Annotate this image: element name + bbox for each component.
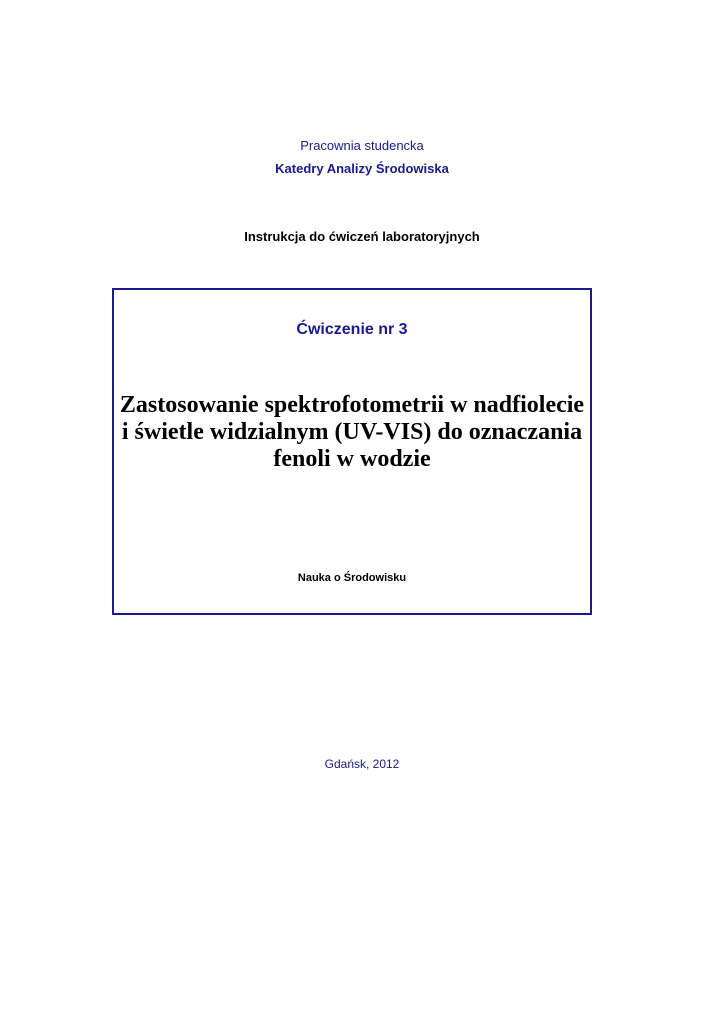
lab-name: Pracownia studencka [300, 138, 424, 153]
exercise-box [112, 288, 592, 615]
course-name: Nauka o Środowisku [297, 572, 407, 584]
place-date: Gdańsk, 2012 [324, 757, 400, 771]
exercise-title [114, 392, 590, 473]
exercise-title-line: i świetle widzialnym (UV-VIS) do oznaczania [121, 419, 583, 445]
department-name: Katedry Analizy Środowiska [275, 161, 449, 176]
exercise-number: Ćwiczenie nr 3 [296, 321, 408, 338]
instructions-heading: Instrukcja do ćwiczeń laboratoryjnych [244, 229, 480, 244]
exercise-title-line: fenoli w wodzie [273, 446, 431, 472]
exercise-title-line: Zastosowanie spektrofotometrii w nadfiolecie [119, 392, 585, 418]
